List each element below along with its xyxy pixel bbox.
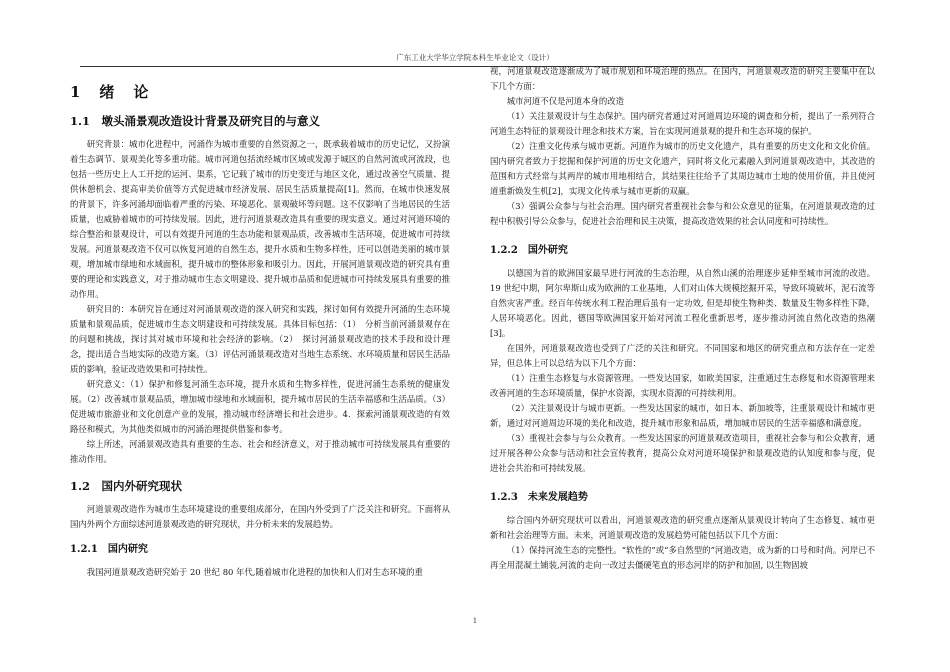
paragraph-germany-history: 以德国为首的欧洲国家最早进行河流的生态治理，从自然山溪的治理逐步延伸至城市河流的改造。19 世纪中期，阿尔卑斯山成为欧洲的工业基地，人们对山体大规模挖掘开采，导致环境破坏，泥石流等自然灾害严重。经百年传统水利工程治理后虽有一定功效, 但是却使生物种类、数量及生物多样性下降，人居环境恶化。因此，德国等欧洲国家开始对河流工程化重新思考，逐步推动河流自然化改造的热潮[3]。 bbox=[490, 268, 875, 338]
paragraph-future-trends: 综合国内外研究现状可以看出，河道景观改造的研究重点逐渐从景观设计转向了生态修复、城市更新和社会治理等方面。未来，河道景观改造的发展趋势可能包括以下几个方面： bbox=[490, 515, 875, 540]
paragraph-future-point-1: （1）保持河流生态的完整性。“软性的”或“多自然型的”河道改造，成为新的口号和时尚。河岸已不再全用混凝土铺装,河流的走向一改过去僵硬笔直的形态河岸的防护和加固, 以生物固坡 bbox=[490, 545, 875, 570]
paragraph-domestic-point-3: （3）强调公众参与与社会治理。国内研究者重视社会参与和公众意见的征集，在河道景观改造的过程中积极引导公众参与，促进社会治理和民主决策，提高改造效果的社会认同度和可持续性。 bbox=[490, 201, 875, 226]
subsection-1-2-3-heading: 1.2.3 未来发展趋势 bbox=[490, 492, 588, 503]
running-header: 广东工业大学华立学院本科生毕业论文（设计） bbox=[80, 52, 870, 67]
paragraph-domestic-point-1: （1）关注景观设计与生态保护。国内研究者通过对河道周边环境的调查和分析，提出了一系列符合河道生态特征的景观设计理念和技术方案，旨在实现河道景观的提升和生态环境的保护。 bbox=[490, 111, 875, 136]
paragraph-foreign-point-2: （2）关注景观设计与城市更新。一些发达国家的城市，如日本、新加坡等，注重景观设计和城市更新，通过对河道周边环境的美化和改造，提升城市形象和品质，增加城市居民的生活幸福感和满意度。 bbox=[490, 403, 875, 428]
paragraph-research-purpose: 研究目的：本研究旨在通过对河涌景观改造的深入研究和实践，探讨如何有效提升河涌的生态环境质量和景观品质，促进城市生态文明建设和可持续发展。具体目标包括：（1） 分析当前河涌景观存在的问题和挑战，探讨其对城市环境和社会经济的影响。（2） 探讨河涌景观改造的技术手段和设计理念，提出适合当地实际的改造方案。（3）评估河涌景观改造对当地生态系统、水环境质量和居民生活品质的影响，验证改造效果和可持续性。 bbox=[70, 304, 450, 374]
paragraph-summary: 综上所述，河涌景观改造具有重要的生态、社会和经济意义，对于推动城市可持续发展具有重要的推动作用。 bbox=[70, 439, 450, 464]
chapter-title: 1 绪 论 bbox=[70, 83, 151, 101]
subsection-1-2-2-heading: 1.2.2 国外研究 bbox=[490, 245, 568, 256]
subsection-1-2-1-heading: 1.2.1 国内研究 bbox=[70, 544, 148, 555]
section-1-2-heading: 1.2 国内外研究现状 bbox=[70, 479, 183, 493]
paragraph-foreign-point-1: （1）注重生态修复与水资源管理。一些发达国家，如欧美国家，注重通过生态修复和水资源管理来改善河道的生态环境质量，保护水资源，实现水资源的可持续利用。 bbox=[490, 373, 875, 398]
paragraph-research-status-intro: 河道景观改造作为城市生态环境建设的重要组成部分，在国内外受到了广泛关注和研究。下面将从国内外两个方面综述河道景观改造的研究现状，并分析未来的发展趋势。 bbox=[70, 504, 450, 529]
paragraph-foreign-intro: 在国外，河道景观改造也受到了广泛的关注和研究。不同国家和地区的研究重点和方法存在一定差异，但总体上可以总结为以下几个方面： bbox=[490, 343, 875, 368]
left-column bbox=[70, 64, 450, 580]
paragraph-river-not-only: 城市河道不仅是河道本身的改造 bbox=[506, 96, 625, 106]
paragraph-domestic-research-start: 我国河道景观改造研究始于 20 世纪 80 年代,随着城市化进程的加快和人们对生态环境的重 bbox=[86, 567, 423, 577]
paragraph-domestic-point-2: （2）注重文化传承与城市更新。河道作为城市的历史文化遗产，具有重要的历史文化和文化价值。国内研究者致力于挖掘和保护河道的历史文化遗产，同时将文化元素融入到河道景观改造中，其改造的范围和方式经常与其两岸的城市用地相结合，其结果往往给予了其周边城市土地的使用价值，并且使河道重新焕发生机[2]，实现文化传承与城市更新的双赢。 bbox=[490, 141, 875, 196]
paragraph-foreign-point-3: （3）重视社会参与与公众教育。一些发达国家的河道景观改造项目，重视社会参与和公众教育，通过开展各种公众参与活动和社会宣传教育，提高公众对河道环境保护和景观改造的认知度和参与度，促进社会共治和可持续发展。 bbox=[490, 433, 875, 473]
section-1-1-heading: 1.1 墩头涌景观改造设计背景及研究目的与意义 bbox=[70, 114, 321, 128]
right-column bbox=[490, 64, 875, 573]
paragraph-research-significance: 研究意义：（1）保护和修复河涌生态环境，提升水质和生物多样性，促进河涌生态系统的健康发展。（2）改善城市景观品质，增加城市绿地和水域面积，提升城市居民的生活幸福感和生活品质。（3）促进城市旅游业和文化创意产业的发展，推动城市经济增长和社会进步。4．探索河涌景观改造的有效路径和模式，为其他类似城市的河涌治理提供借鉴和参考。 bbox=[70, 379, 450, 434]
page-number: 1 bbox=[472, 617, 478, 625]
paragraph-domestic-continued: 视，河道景观改造逐渐成为了城市规划和环境治理的热点。在国内，河道景观改造的研究主要集中在以下几个方面： bbox=[490, 66, 875, 91]
paragraph-research-background: 研究背景：城市化进程中，河涌作为城市重要的自然资源之一，既承载着城市的历史记忆，又扮演着生态调节、景观美化等多重功能。城市河道包括流经城市区域或发源于城区的自然河流或河流段，也包括一些历史上人工开挖的运河、渠系，它记载了城市的历史变迁与地区文化，通过改善空气质量、提供休憩机会、提高审美价值等方式促进城市经济发展、居民生活质量提高[1]。然而，在城市快速发展的背景下，许多河涌却面临着严重的污染、环境恶化、景观破坏等问题。这不仅影响了当地居民的生活质量，也威胁着城市的可持续发展。因此，进行河道景观改造具有重要的现实意义。通过对河道环境的综合整治和景观设计，可以有效提升河道的生态功能和景观品质，改善城市生活环境，促进城市可持续发展。河道景观改造不仅可以恢复河道的自然生态，提升水质和生物多样性，还可以创造美丽的城市景观，增加城市绿地和水域面积，提升城市的整体形象和吸引力。因此，开展河道景观改造的研究具有重要的理论和实践意义，对于推动城市生态文明建设、提升城市品质和促进城市可持续发展具有重要的推动作用。 bbox=[70, 139, 450, 299]
